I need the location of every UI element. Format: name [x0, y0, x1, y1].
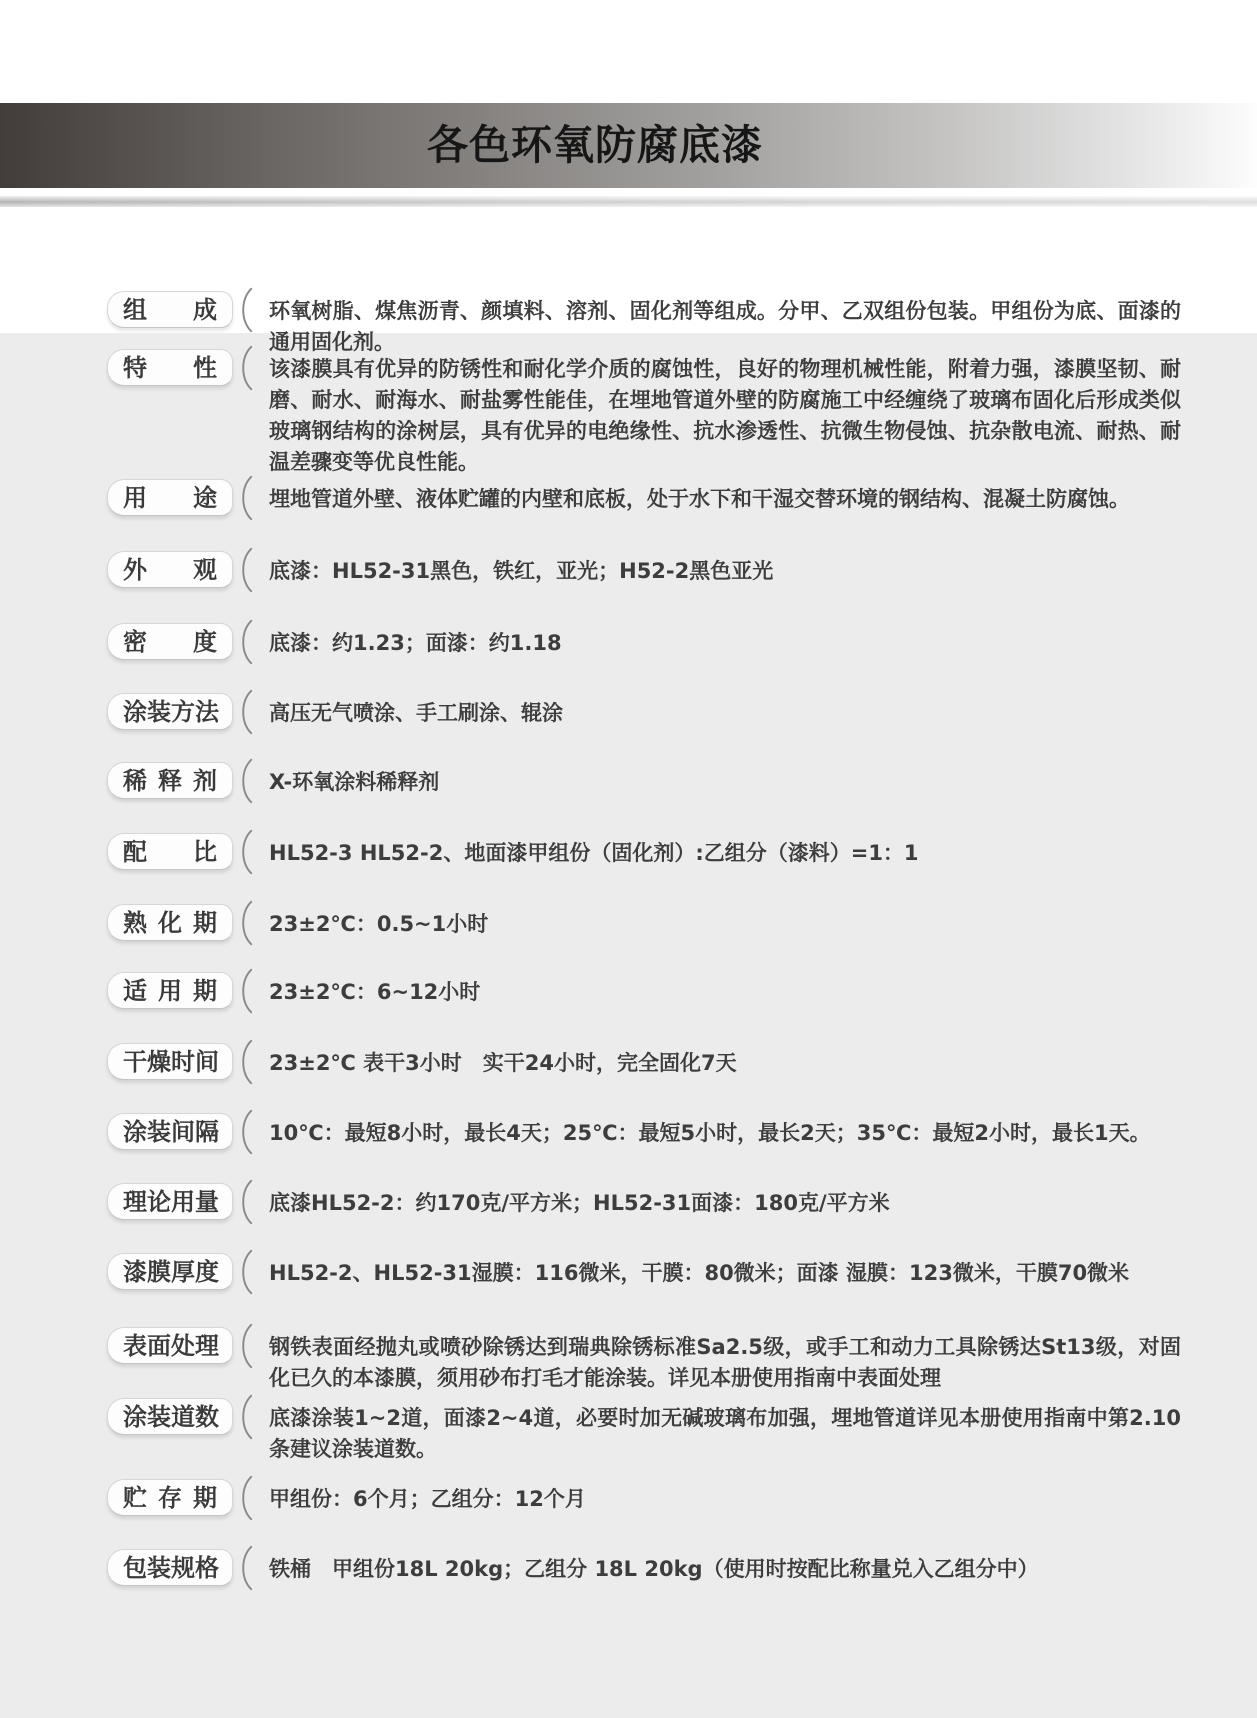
- spec-content: 底漆：约1.23；面漆：约1.18: [269, 631, 562, 655]
- spec-label: 用 途: [123, 483, 217, 512]
- spec-content: 铁桶 甲组份18L 20kg；乙组分 18L 20kg（使用时按配比称量兑入乙组分中）: [269, 1557, 1039, 1581]
- spec-content: 环氧树脂、煤焦沥青、颜填料、溶剂、固化剂等组成。分甲、乙双组份包装。甲组份为底、面漆的通用固化剂。: [269, 299, 1181, 354]
- page-title: 各色环氧防腐底漆: [427, 121, 763, 169]
- spec-content: X-环氧涂料稀释剂: [269, 770, 440, 794]
- spec-row: [107, 551, 1181, 593]
- spec-content: 底漆涂装1~2道，面漆2~4道，必要时加无碱玻璃布加强，埋地管道详见本册使用指南中第2.10条建议涂装道数。: [269, 1406, 1181, 1461]
- spec-content: 高压无气喷涂、手工刷涂、辊涂: [269, 701, 563, 725]
- open-parenthesis-icon: [236, 345, 254, 391]
- spec-label: 稀 释 剂: [123, 766, 217, 795]
- spec-row: [107, 1327, 1181, 1394]
- open-parenthesis-icon: [236, 1039, 254, 1085]
- spec-label: 组 成: [123, 295, 217, 324]
- spec-content: HL52-2、HL52-31湿膜：116微米，干膜：80微米；面漆 湿膜：123微米，干膜70微米: [269, 1261, 1130, 1285]
- open-parenthesis-icon: [236, 1179, 254, 1225]
- spec-label-pill: [107, 1113, 233, 1150]
- open-parenthesis-icon: [236, 619, 254, 665]
- open-parenthesis-icon: [236, 287, 254, 333]
- spec-label-pill: [107, 1183, 233, 1220]
- spec-label: 熟 化 期: [123, 908, 217, 937]
- spec-label: 理 论 用 量: [123, 1187, 219, 1216]
- spec-content: 该漆膜具有优异的防锈性和耐化学介质的腐蚀性，良好的物理机械性能，附着力强，漆膜坚韧、耐磨、耐水、耐海水、耐盐雾性能佳，在埋地管道外壁的防腐施工中经缠绕了玻璃布固化后形成类似玻璃钢结构的涂树层，具有优异的电绝缘性、抗水渗透性、抗微生物侵蚀、抗杂散电流、耐热、耐温差骤变等优良性能。: [269, 357, 1181, 474]
- spec-label-pill: [107, 972, 233, 1009]
- spec-label-pill: [107, 1479, 233, 1516]
- spec-label-pill: [107, 1327, 233, 1364]
- spec-content: 底漆：HL52-31黑色，铁红，亚光；H52-2黑色亚光: [269, 559, 774, 583]
- open-parenthesis-icon: [236, 829, 254, 875]
- open-parenthesis-icon: [236, 758, 254, 804]
- spec-row: [107, 1113, 1181, 1155]
- open-parenthesis-icon: [236, 968, 254, 1014]
- spec-label-pill: [107, 623, 233, 660]
- spec-label: 适 用 期: [123, 976, 217, 1005]
- spec-content: 10℃：最短8小时，最长4天；25℃：最短5小时，最长2天；35℃：最短2小时，最长1天。: [269, 1121, 1151, 1145]
- spec-row: [107, 1183, 1181, 1225]
- spec-label-pill: [107, 551, 233, 588]
- open-parenthesis-icon: [236, 547, 254, 593]
- spec-label: 涂 装 间 隔: [123, 1117, 219, 1146]
- page-header-banner: [0, 103, 1257, 188]
- spec-label: 贮 存 期: [123, 1483, 217, 1512]
- open-parenthesis-icon: [236, 1394, 254, 1440]
- spec-label: 干 燥 时 间: [123, 1047, 219, 1076]
- spec-label-pill: [107, 479, 233, 516]
- spec-content: 23±2℃：6~12小时: [269, 980, 481, 1004]
- open-parenthesis-icon: [236, 1545, 254, 1591]
- spec-row: [107, 1253, 1181, 1295]
- spec-row: [107, 972, 1181, 1014]
- spec-label: 包 装 规 格: [123, 1553, 219, 1582]
- spec-content: 底漆HL52-2：约170克/平方米；HL52-31面漆：180克/平方米: [269, 1191, 890, 1215]
- spec-label: 漆 膜 厚 度: [123, 1257, 219, 1286]
- spec-label-pill: [107, 291, 233, 328]
- spec-label-pill: [107, 1043, 233, 1080]
- spec-label-pill: [107, 1398, 233, 1435]
- spec-row: [107, 693, 1181, 735]
- open-parenthesis-icon: [236, 900, 254, 946]
- spec-content: 23±2℃：0.5~1小时: [269, 912, 489, 936]
- spec-label: 表 面 处 理: [123, 1331, 219, 1360]
- spec-content: HL52-3 HL52-2、地面漆甲组份（固化剂）:乙组分（漆料）=1：1: [269, 841, 919, 865]
- spec-label-pill: [107, 1253, 233, 1290]
- spec-label-pill: [107, 1549, 233, 1586]
- spec-row: [107, 349, 1181, 478]
- spec-label-pill: [107, 762, 233, 799]
- spec-label-pill: [107, 904, 233, 941]
- spec-row: [107, 1043, 1181, 1085]
- spec-row: [107, 291, 1181, 358]
- open-parenthesis-icon: [236, 475, 254, 521]
- spec-row: [107, 1549, 1181, 1591]
- spec-row: [107, 623, 1181, 665]
- open-parenthesis-icon: [236, 1475, 254, 1521]
- spec-row: [107, 1479, 1181, 1521]
- spec-content: 埋地管道外壁、液体贮罐的内壁和底板，处于水下和干湿交替环境的钢结构、混凝土防腐蚀。: [269, 487, 1130, 511]
- spec-row: [107, 1398, 1181, 1465]
- open-parenthesis-icon: [236, 1323, 254, 1369]
- divider-strip: [0, 196, 1257, 207]
- spec-content: 甲组份：6个月；乙组分：12个月: [269, 1487, 586, 1511]
- spec-row: [107, 833, 1181, 875]
- open-parenthesis-icon: [236, 689, 254, 735]
- spec-label: 密 度: [123, 627, 217, 656]
- spec-label: 配 比: [123, 837, 217, 866]
- open-parenthesis-icon: [236, 1249, 254, 1295]
- open-parenthesis-icon: [236, 1109, 254, 1155]
- spec-label-pill: [107, 349, 233, 386]
- spec-label: 特 性: [123, 353, 217, 382]
- spec-row: [107, 762, 1181, 804]
- spec-label-pill: [107, 833, 233, 870]
- spec-label: 涂 装 方 法: [123, 697, 219, 726]
- spec-content: 23±2℃ 表干3小时 实干24小时，完全固化7天: [269, 1051, 737, 1075]
- spec-row: [107, 479, 1181, 521]
- spec-label: 涂 装 道 数: [123, 1402, 219, 1431]
- spec-row: [107, 904, 1181, 946]
- spec-label-pill: [107, 693, 233, 730]
- spec-label: 外 观: [123, 555, 217, 584]
- spec-content: 钢铁表面经抛丸或喷砂除锈达到瑞典除锈标准Sa2.5级，或手工和动力工具除锈达St13级，对固化已久的本漆膜，须用砂布打毛才能涂装。详见本册使用指南中表面处理: [269, 1335, 1181, 1390]
